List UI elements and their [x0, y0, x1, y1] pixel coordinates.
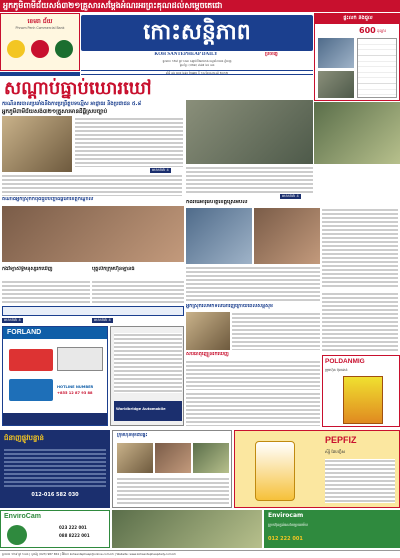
right-masthead-ad	[314, 13, 400, 101]
forland-footer-bar	[3, 413, 108, 426]
left-col-headline: កងវិទ្យាសិទ្ធិមនុស្សរកឃើញ	[2, 266, 53, 272]
story-text-block-right-3	[232, 312, 320, 350]
left-ad-tag: Phnom Penh Commercial Bank	[15, 26, 65, 30]
issue-line	[81, 70, 313, 75]
main-headline: សណ្ដាប់ធ្នាប់ឃោរឃៅ	[4, 78, 152, 99]
main-headline-band	[0, 78, 313, 100]
left-ad-brand: ខេមរា ជ័យ	[27, 18, 53, 25]
left-under-strip	[0, 72, 80, 76]
story-1-tag-label: អានតទំព័រ	[152, 168, 166, 172]
story-3-tag	[2, 318, 23, 323]
right-headline-3: សារធាតុញៀនរកឃើញ	[186, 352, 229, 357]
story-text-block-2	[186, 166, 313, 194]
forland-side-panel	[110, 326, 184, 426]
left-ad-logo-3	[55, 40, 73, 58]
envirocam-left-phone2: 088 8222 001	[59, 533, 90, 538]
footer-text: ផ្ទះលេខ ១២៩ ផ្លូវ ១៤៣ | ទូរស័ព្ទ (023) 987 654 | អ៊ីមែល kohsantepheap@online.com.kh | Website: www.kohsantepheapdaily.com.kh	[2, 552, 176, 556]
top-banner-text: អ្នកភូមិពាមីជ័យសង់៣២១គ្រួសារសម្ដែងអំណរអរព្រះគុណដល់សម្ដេចតេជោ	[3, 1, 223, 10]
masthead-info-1: ផ្ទះលេខ ១២៩ ផ្លូវ ១៤៣ សង្កាត់បឹងកេងកង ខណ្ឌចំការមន ភ្នំពេញ	[162, 59, 232, 63]
poldan-sub: ក្រុមហ៊ុន ប៉ុលដាន់	[325, 368, 348, 372]
story-text-block-1	[75, 117, 183, 167]
envirocam-photo-strip	[112, 510, 262, 548]
story-4-tag	[92, 318, 113, 323]
story-photo-right-top	[314, 102, 400, 164]
bottom-mid-photo-1	[117, 443, 153, 473]
masthead	[81, 13, 313, 71]
envirocam-left-ad	[0, 510, 110, 548]
story-4-tag-label: អានតទំព័រ	[94, 318, 108, 322]
left-ad-logo-2	[31, 40, 49, 58]
pepfiz-bottle	[255, 441, 295, 501]
masthead-info-2: ទូរស័ព្ទ: (០២៣) ៩៨៧ ៦៥ ៤៣	[179, 63, 215, 67]
story-text-block-right-4	[322, 292, 398, 352]
footer	[0, 550, 400, 558]
right-ad-unit: ដុល្លារ	[377, 28, 386, 33]
pepfiz-sub: ស៊ីរ៉ូ ផែបហ្វ៊ិស	[325, 449, 346, 454]
story-photo-crowd	[2, 116, 72, 172]
right-ad-photo-2	[318, 71, 354, 98]
story-text-block-right-6	[186, 392, 320, 426]
bottom-mid-text	[117, 477, 229, 505]
mid-col-headline: បុគ្គលិកក្រុមហ៊ុនឡានធំ	[92, 266, 135, 272]
story-photo-right-b	[254, 208, 320, 264]
bottom-mid-photo-3	[193, 443, 229, 473]
envirocam-right-phone: 012 222 001	[268, 536, 303, 542]
left-masthead-ad	[0, 13, 80, 71]
bottom-left-ad	[0, 430, 110, 508]
right-ad-table	[357, 38, 397, 98]
story-photo-officials	[2, 206, 184, 262]
forland-hotline: +855 12 87 93 88	[57, 391, 93, 395]
bottom-left-ad-lines	[4, 448, 106, 488]
forland-brand: FORLAND	[7, 329, 42, 336]
forland-side-text	[114, 333, 182, 393]
masthead-title: កោះសន្តិភាព	[143, 20, 251, 45]
poldan-brand: POLDANMIG	[325, 358, 365, 365]
forland-truck-1	[9, 349, 53, 371]
forland-truck-3	[9, 379, 53, 401]
main-subhead: ករណីនគរបាលប្រឆាំងនឹងការប្រព្រឹត្តបទល្មើស អាជ្ញាធរ និងប្រជាជន ៥.៨	[2, 101, 142, 107]
poldan-box	[343, 376, 383, 424]
pepfiz-brand: PEPFIZ	[325, 435, 357, 445]
story-1-headline: តំណាងអ្នកស្រុកកំពុងជួបបញ្ហាដីធ្លីនៅខេត្តកណ្ដាល	[2, 197, 94, 202]
right-headline-1: កងរាជអាវុធហត្ថខេត្តស្រែអំបិល	[186, 200, 248, 205]
poldan-ad	[322, 355, 400, 427]
envirocam-left-phone1: 023 222 001	[59, 525, 87, 530]
right-ad-price: 600	[359, 26, 376, 35]
pepfiz-ad	[234, 430, 400, 508]
envirocam-right-brand: Envirocam	[268, 512, 304, 519]
worldbridge-logo	[114, 401, 182, 421]
bottom-mid-ad	[112, 430, 232, 508]
right-ad-building-photo	[318, 38, 354, 68]
forland-truck-2	[57, 347, 103, 371]
envirocam-left-brand: EnviroCam	[4, 513, 41, 520]
story-2-tag-page: 4	[296, 194, 299, 198]
small-ad-strip	[2, 306, 184, 316]
story-3-tag-page: 4	[18, 318, 21, 322]
right-ad-title: ផ្ទះលក់ និងជួល	[343, 15, 373, 21]
story-photo-right-a	[186, 208, 252, 264]
envirocam-right-line1: ក្រុមហ៊ុនផ្ដល់សេវាកម្មអនាម័យ	[268, 523, 308, 527]
story-photo-right-c	[186, 312, 230, 350]
top-banner	[0, 0, 400, 12]
story-text-block-right-2	[186, 266, 320, 302]
story-text-block-3	[2, 174, 182, 196]
forland-ad	[2, 326, 108, 426]
story-text-block-right-1	[322, 208, 398, 288]
story-photo-soldiers	[186, 100, 313, 164]
masthead-subtitle: ប្រចាំថ្ងៃ	[265, 52, 278, 57]
pepfiz-text	[325, 459, 395, 503]
mid-col-text	[92, 280, 184, 304]
right-headline-2: អ្នកស្រុកវិលមកទីលំនៅវិញក្រោយពេលសន្តិសុខ	[186, 304, 274, 309]
bottom-mid-photo-2	[155, 443, 191, 473]
story-3-tag-label: អានតទំព័រ	[4, 318, 18, 322]
forland-hotline-label: HOTLINE NUMBER	[57, 385, 94, 389]
second-headline: អ្នកភូមិពាមីជ័យសង់៣២១គ្រួសារមានដីធ្លីស្របច្បាប់	[2, 109, 108, 115]
story-text-block-right-5	[186, 360, 320, 390]
left-ad-logo-1	[7, 40, 25, 58]
worldbridge-name: Worldbridge Automobile	[116, 407, 166, 411]
story-1-tag-page: 4	[166, 168, 169, 172]
bottom-mid-ad-title: ក្រុមហ៊ុនមុខងារផ្ទះ	[117, 433, 148, 438]
bottom-left-ad-title: ជំនាញ​ផ្លូវបន្ទាន់	[4, 434, 44, 442]
story-2-tag-label: អានតទំព័រ	[282, 194, 296, 198]
story-4-tag-page: 4	[108, 318, 111, 322]
bottom-left-ad-phone: 012-016 582 030	[31, 492, 79, 498]
envirocam-left-icon	[7, 525, 27, 545]
story-1-tag	[150, 168, 171, 173]
envirocam-right-ad	[264, 510, 400, 548]
left-col-text	[2, 280, 90, 304]
story-2-tag	[280, 194, 301, 199]
masthead-english-title: KOH SANTEPHEAP DAILY	[154, 52, 218, 57]
issue-line-text: ឆ្នាំទី ៤៦ លេខ ៦៨០ ថ្ងៃអង្គារ ទី ១៤ ខែឧសភា ឆ្នាំ ២០១២	[165, 71, 229, 75]
